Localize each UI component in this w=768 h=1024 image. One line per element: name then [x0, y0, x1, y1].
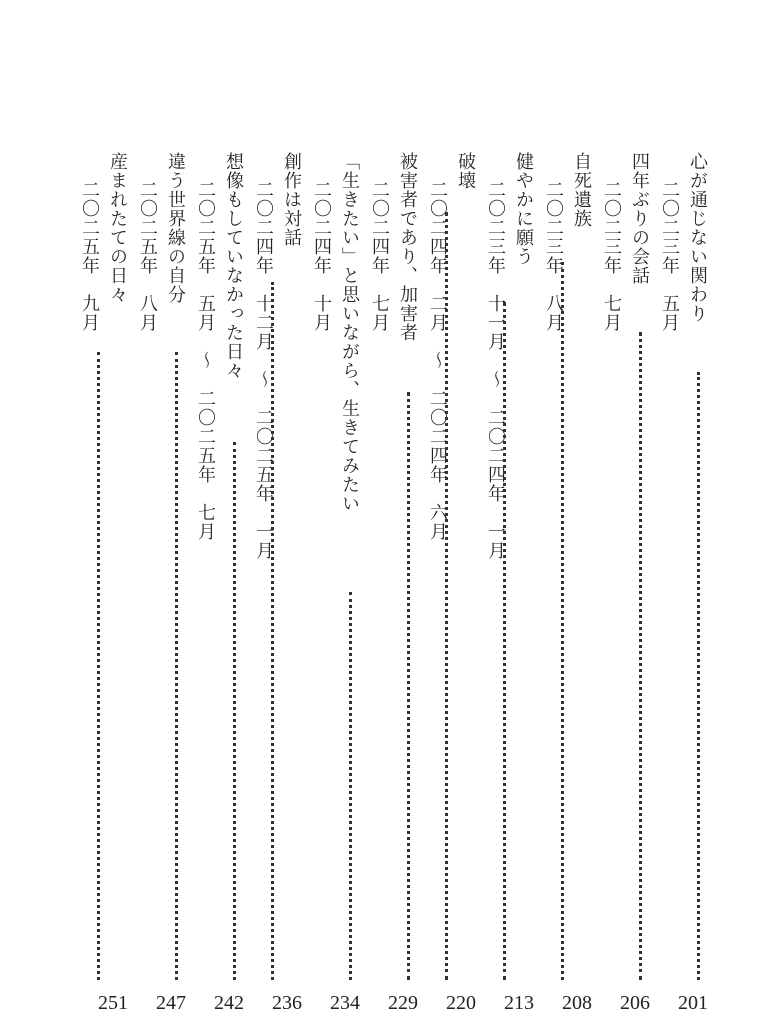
dot-leader — [97, 352, 100, 980]
toc-entry[interactable] — [590, 152, 650, 1014]
dot-leader — [407, 392, 410, 980]
toc-entry[interactable] — [68, 152, 128, 1014]
page-number: 242 — [214, 992, 244, 1014]
entry-title: 違う世界線の自分 — [165, 152, 186, 304]
toc-entry[interactable] — [242, 152, 302, 1014]
entry-title: 破壊 — [455, 152, 476, 190]
dot-leader — [271, 282, 274, 980]
entry-title: 創作は対話 — [281, 152, 302, 247]
toc-entry[interactable] — [184, 152, 244, 1014]
page-number: 236 — [272, 992, 302, 1014]
dot-leader — [639, 332, 642, 980]
entry-title: 四年ぶりの会話 — [629, 152, 650, 285]
toc-entry[interactable] — [474, 152, 534, 1014]
page-number: 213 — [504, 992, 534, 1014]
entry-date: 二〇二五年 八月 — [137, 180, 158, 332]
entry-date: 二〇二三年 十一月 ～ 二〇二四年 一月 — [485, 180, 506, 560]
dot-leader — [175, 352, 178, 980]
toc-entry[interactable] — [416, 152, 476, 1014]
page-number: 234 — [330, 992, 360, 1014]
entry-date: 二〇二三年 五月 — [659, 180, 680, 332]
entry-title: 自死遺族 — [571, 152, 592, 228]
entry-date: 二〇二五年 九月 — [79, 180, 100, 332]
page-number: 247 — [156, 992, 186, 1014]
toc-entry[interactable] — [126, 152, 186, 1014]
entry-date: 二〇二三年 七月 — [601, 180, 622, 332]
page-number: 206 — [620, 992, 650, 1014]
entry-date: 二〇二四年 二月 ～ 二〇二四年 六月 — [427, 180, 448, 541]
entry-title: 被害者であり、加害者 — [397, 152, 418, 342]
dot-leader — [445, 212, 448, 980]
dot-leader — [503, 302, 506, 980]
page-number: 208 — [562, 992, 592, 1014]
entry-date: 二〇二四年 十月 — [311, 180, 332, 332]
dot-leader — [349, 592, 352, 980]
page-number: 220 — [446, 992, 476, 1014]
page-number: 251 — [98, 992, 128, 1014]
dot-leader — [561, 262, 564, 980]
entry-title: 「生きたい」と思いながら、生きてみたい — [339, 152, 360, 513]
page-number: 229 — [388, 992, 418, 1014]
entry-title: 健やかに願う — [513, 152, 534, 266]
entry-title: 心が通じない関わり — [687, 152, 708, 323]
toc-entry[interactable] — [532, 152, 592, 1014]
entry-date: 二〇二四年 十二月 ～ 二〇二五年 一月 — [253, 180, 274, 560]
entry-title: 想像もしていなかった日々 — [223, 152, 244, 380]
toc-entry[interactable] — [358, 152, 418, 1014]
entry-title: 産まれたての日々 — [107, 152, 128, 304]
entry-date: 二〇二五年 五月 ～ 二〇二五年 七月 — [195, 180, 216, 541]
toc-entry[interactable] — [300, 152, 360, 1014]
entry-date: 二〇二三年 八月 — [543, 180, 564, 332]
entry-date: 二〇二四年 七月 — [369, 180, 390, 332]
page-number: 201 — [678, 992, 708, 1014]
dot-leader — [697, 372, 700, 980]
dot-leader — [233, 442, 236, 980]
toc-entry[interactable] — [648, 152, 708, 1014]
